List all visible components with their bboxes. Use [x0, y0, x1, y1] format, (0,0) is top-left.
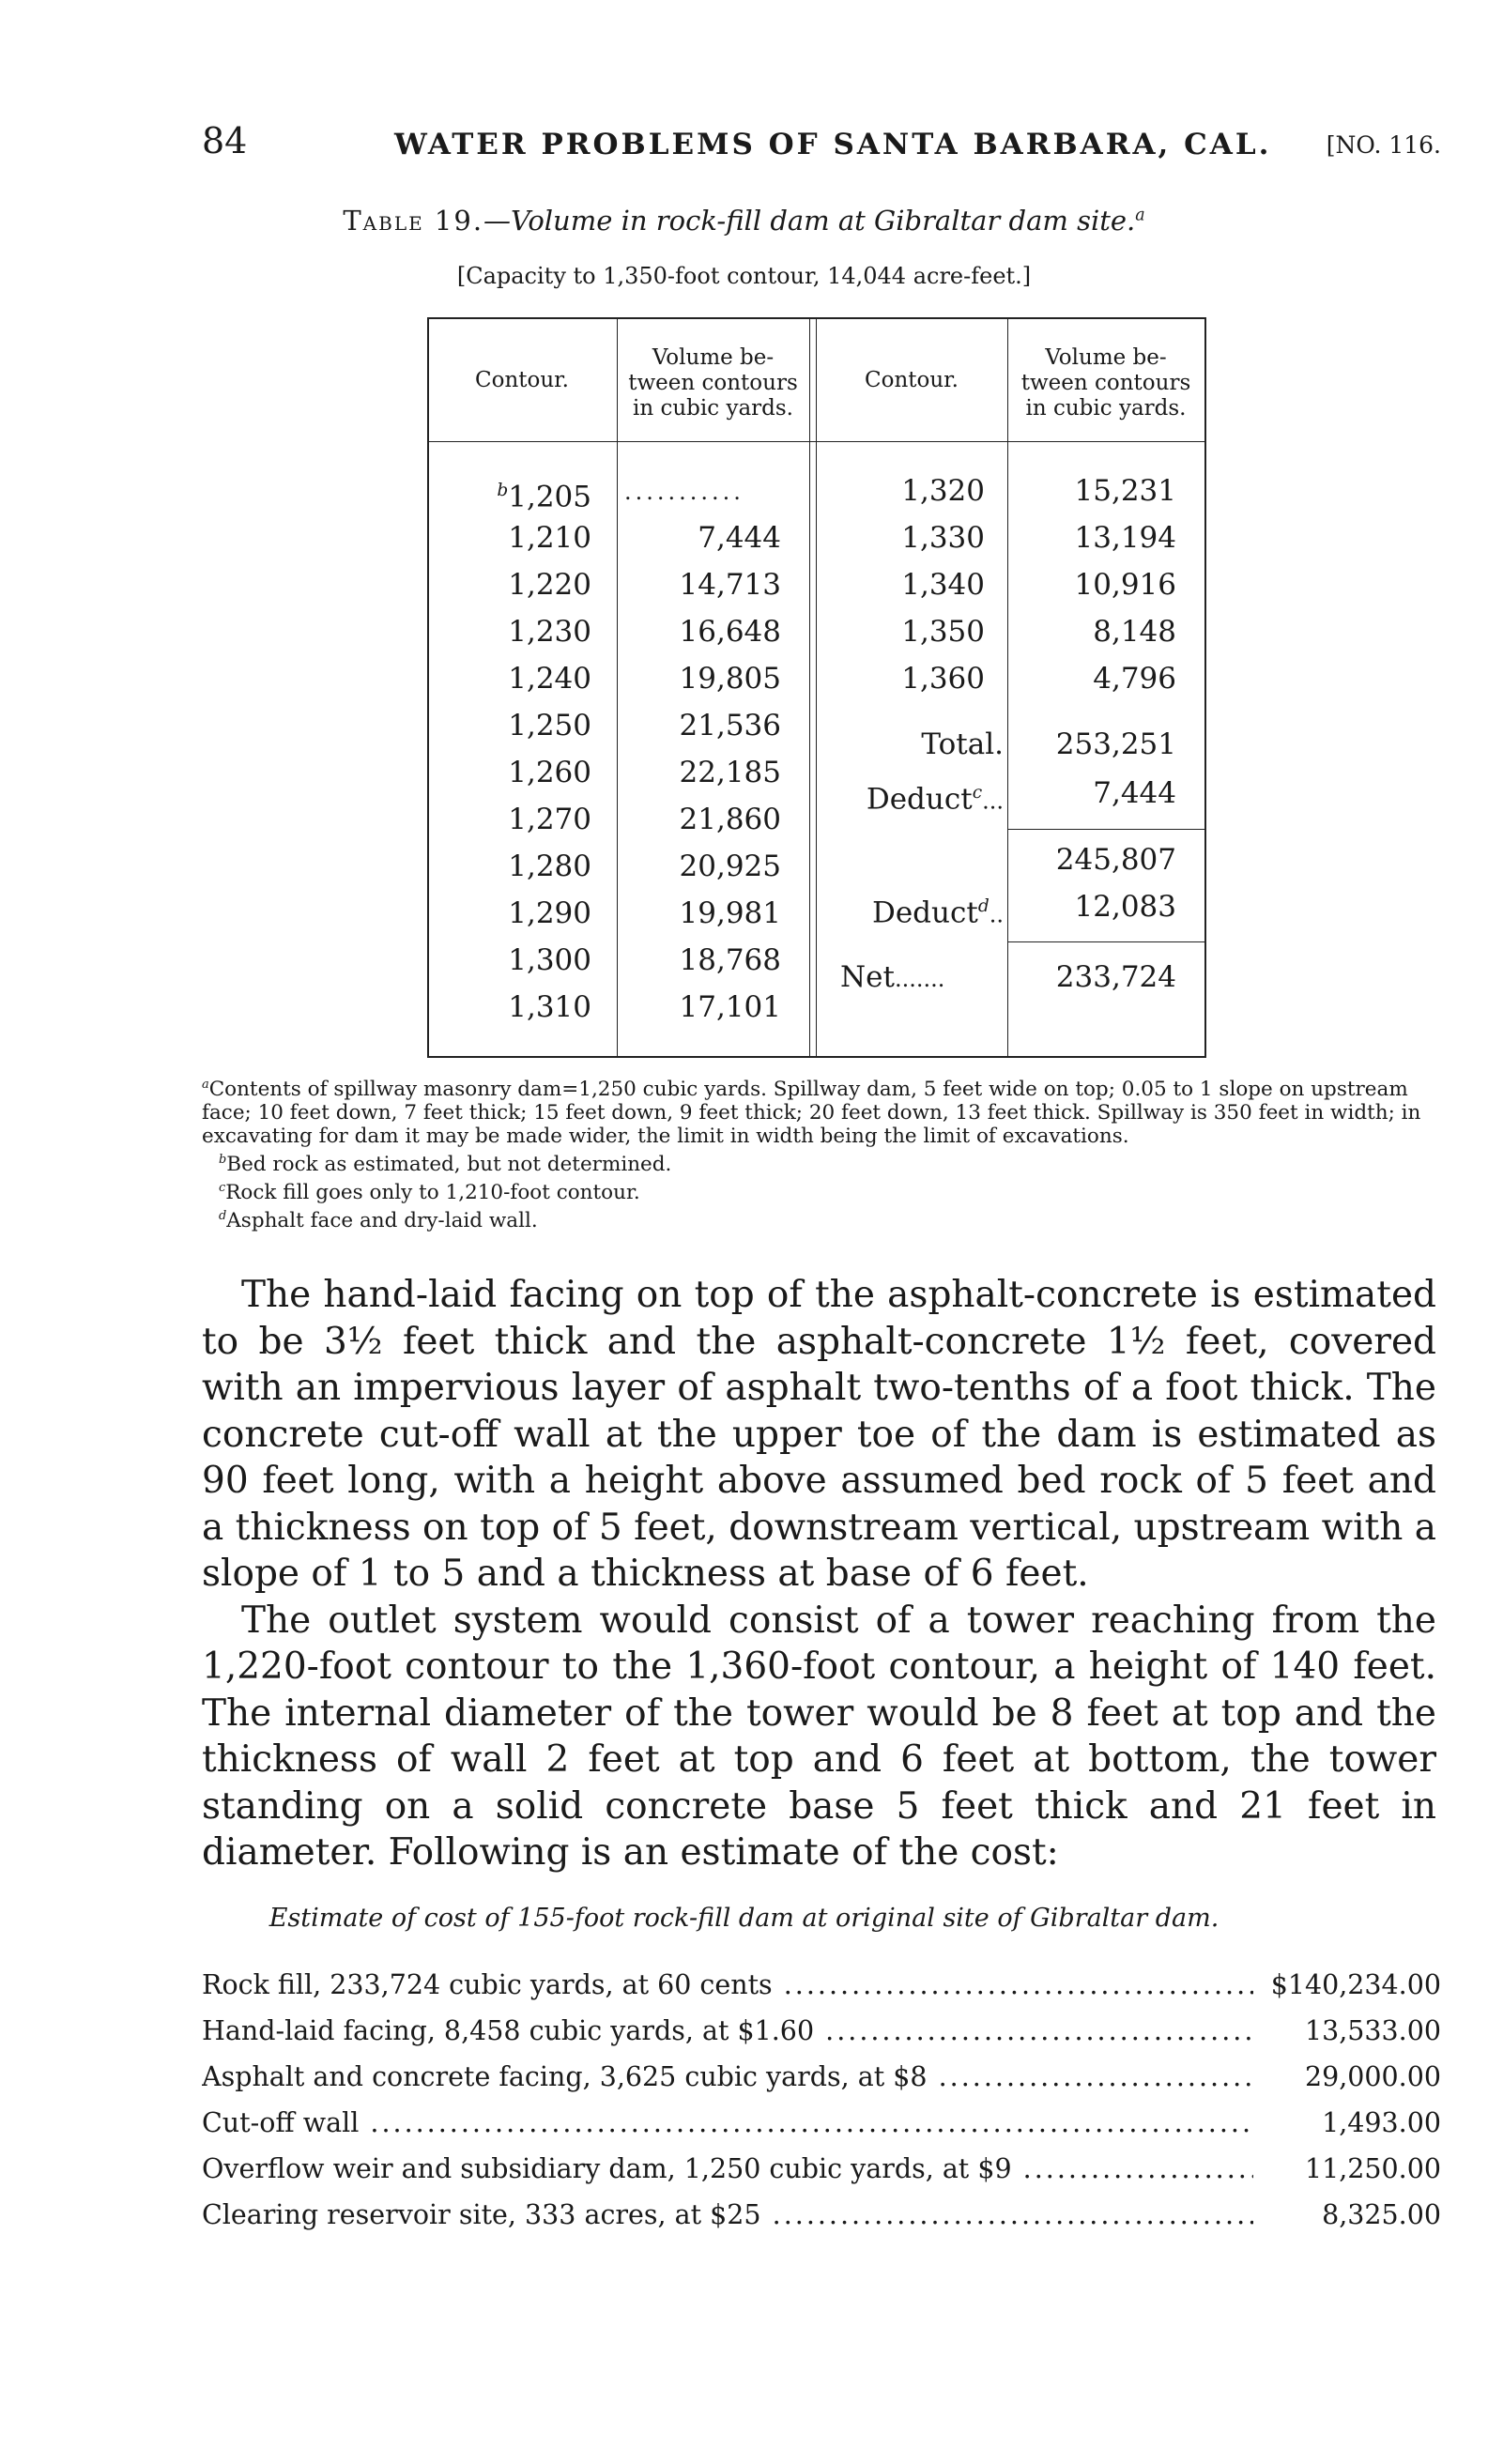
subtotal-value: 245,807 [1055, 843, 1176, 877]
table-row-contour: 1,270 [508, 803, 591, 836]
net-rule [1007, 941, 1204, 942]
paragraph-1: The hand-laid facing on top of the asphalt-concrete is estimated to be 3½ feet thick and the asphalt-concrete 1½ feet, covered with an impervious layer of asphalt two-tenths of a foot thick. The concrete cut-off wall at the upper toe of the dam is estimated as 90 feet long, with a height above assumed bed rock of 5 feet and a thickness on top of 5 feet, downstream vertical, upstream with a slope of 1 to 5 and a thickness at base of 6 feet. [202, 1274, 1436, 1595]
table-row-volume: 20,925 [679, 849, 781, 883]
table-row-volume: 14,713 [679, 568, 781, 602]
table-row-contour: 1,260 [508, 756, 591, 789]
table-row-contour: 1,210 [508, 521, 591, 555]
table-caption-note-mark: a [1135, 206, 1145, 225]
estimate-caption: Estimate of cost of 155-foot rock-fill dam at original site of Gibraltar dam. [268, 1904, 1220, 1933]
table-row-volume: 19,981 [679, 896, 781, 930]
volume-table [427, 317, 1206, 1059]
paragraph-2: The outlet system would consist of a tower reaching from the 1,220-foot contour to the 1,360-foot contour, a height of 140 feet. The internal diameter of the tower would be 8 feet at top and the thickness of wall 2 feet at top and 6 feet at bottom, the tower standing on a solid concrete base 5 feet thick and 21 feet in diameter. Following is an estimate of the cost: [202, 1599, 1436, 1874]
empty-cell-dots: ........... [624, 479, 744, 505]
table-row-contour: 1,240 [508, 662, 591, 696]
table-row-contour: $^b$1,205 [497, 480, 591, 514]
header-contour-right: Contour. [865, 368, 959, 392]
net-value: 233,724 [1055, 960, 1176, 994]
table-caption [0, 205, 1488, 237]
table-row-volume: 4,796 [1093, 662, 1176, 696]
running-title: WATER PROBLEMS OF SANTA BARBARA, CAL. [394, 128, 1272, 161]
table-row-contour: 1,230 [508, 615, 591, 649]
table-row-contour: 1,360 [901, 662, 985, 696]
footnotes [202, 1073, 1441, 1233]
header-contour-left: Contour. [475, 368, 569, 392]
table-row-contour: 1,220 [508, 568, 591, 602]
running-header [202, 120, 1441, 176]
list-item: Overflow weir and subsidiary dam, 1,250 cubic yards, at $9 ..... 11,250.00 [202, 2146, 1441, 2192]
header-volume-right: Volume be- tween contours in cubic yards. [1020, 345, 1191, 421]
page-number: 84 [202, 120, 248, 161]
footnote-a: $^a$Contents of spillway masonry dam=1,250 cubic yards. Spillway dam, 5 feet wide on top; 0.05 to 1 slope on upstream face; 10 feet down, 7 feet thick; 15 feet down, 9 feet thick; 20 feet down, 13 feet thick. Spillway is 350 feet in width; in excavating for dam it may be made wider, the limit in width being the limit of excavations. [202, 1078, 1421, 1149]
table-subtitle: [Capacity to 1,350-foot contour, 14,044 acre-feet.] [456, 263, 1032, 289]
table-row-volume: 21,860 [679, 803, 781, 836]
table-right-rule [1204, 317, 1206, 1058]
table-row-volume: 10,916 [1074, 568, 1176, 602]
footnote-b: $^b$Bed rock as estimated, but not determined. [219, 1153, 672, 1177]
table-row-volume: 21,536 [679, 709, 781, 742]
table-row-contour: 1,330 [901, 521, 985, 555]
deduct-c-label: Deduct$^c$... [866, 782, 1004, 817]
table-row-contour: 1,290 [508, 896, 591, 930]
net-label: Net....... [840, 960, 945, 994]
table-row-contour: 1,250 [508, 709, 591, 742]
footnote-d: $^d$Asphalt face and dry-laid wall. [219, 1209, 538, 1233]
table-row-volume: 22,185 [679, 756, 781, 789]
table-row-volume: 13,194 [1074, 521, 1176, 555]
table-row-volume: 7,444 [698, 521, 781, 555]
table-row-contour: 1,310 [508, 990, 591, 1024]
table-row-volume: 8,148 [1093, 615, 1176, 649]
total-label: Total. [921, 727, 1004, 761]
table-bottom-rule [427, 1056, 1206, 1058]
table-row-volume: 15,231 [1074, 474, 1176, 508]
total-value: 253,251 [1055, 727, 1176, 761]
body-text [202, 1272, 1436, 1876]
table-row-volume: 19,805 [679, 662, 781, 696]
footnote-c: $^c$Rock fill goes only to 1,210-foot contour. [219, 1181, 640, 1205]
list-item: Asphalt and concrete facing, 3,625 cubic yards, at $8 ..... 29,000.00 [202, 2054, 1441, 2100]
header-volume-left: Volume be- tween contours in cubic yards. [628, 345, 798, 421]
table-row-contour: 1,300 [508, 943, 591, 977]
deduct-d-value: 12,083 [1074, 890, 1176, 924]
table-row-volume: 18,768 [679, 943, 781, 977]
table-col-rule-2 [809, 317, 810, 1058]
subtotal-rule [1007, 829, 1204, 830]
list-item: Hand-laid facing, 8,458 cubic yards, at $1.60 ..... 13,533.00 [202, 2008, 1441, 2054]
table-row-contour: 1,350 [901, 615, 985, 649]
table-row-volume: 17,101 [679, 990, 781, 1024]
table-caption-title: —Volume in rock-fill dam at Gibraltar dam site. [483, 205, 1136, 237]
table-row-volume: 16,648 [679, 615, 781, 649]
list-item: Clearing reservoir site, 333 acres, at $25 ..... 8,325.00 [202, 2192, 1441, 2238]
table-row-contour: 1,340 [901, 568, 985, 602]
table-row-contour: 1,320 [901, 474, 985, 508]
list-item: Rock fill, 233,724 cubic yards, at 60 cents ..... $140,234.00 [202, 1962, 1441, 2008]
deduct-c-value: 7,444 [1093, 776, 1176, 810]
table-caption-label: Table 19. [343, 205, 484, 237]
deduct-d-label: Deduct$^d$.. [871, 895, 1004, 930]
list-item: Cut-off wall ..... 1,493.00 [202, 2100, 1441, 2146]
estimate-list [202, 1962, 1441, 2238]
table-top-rule [427, 317, 1206, 319]
table-header-rule [427, 441, 1206, 442]
series-number: [NO. 116. [1326, 131, 1441, 159]
table-row-contour: 1,280 [508, 849, 591, 883]
